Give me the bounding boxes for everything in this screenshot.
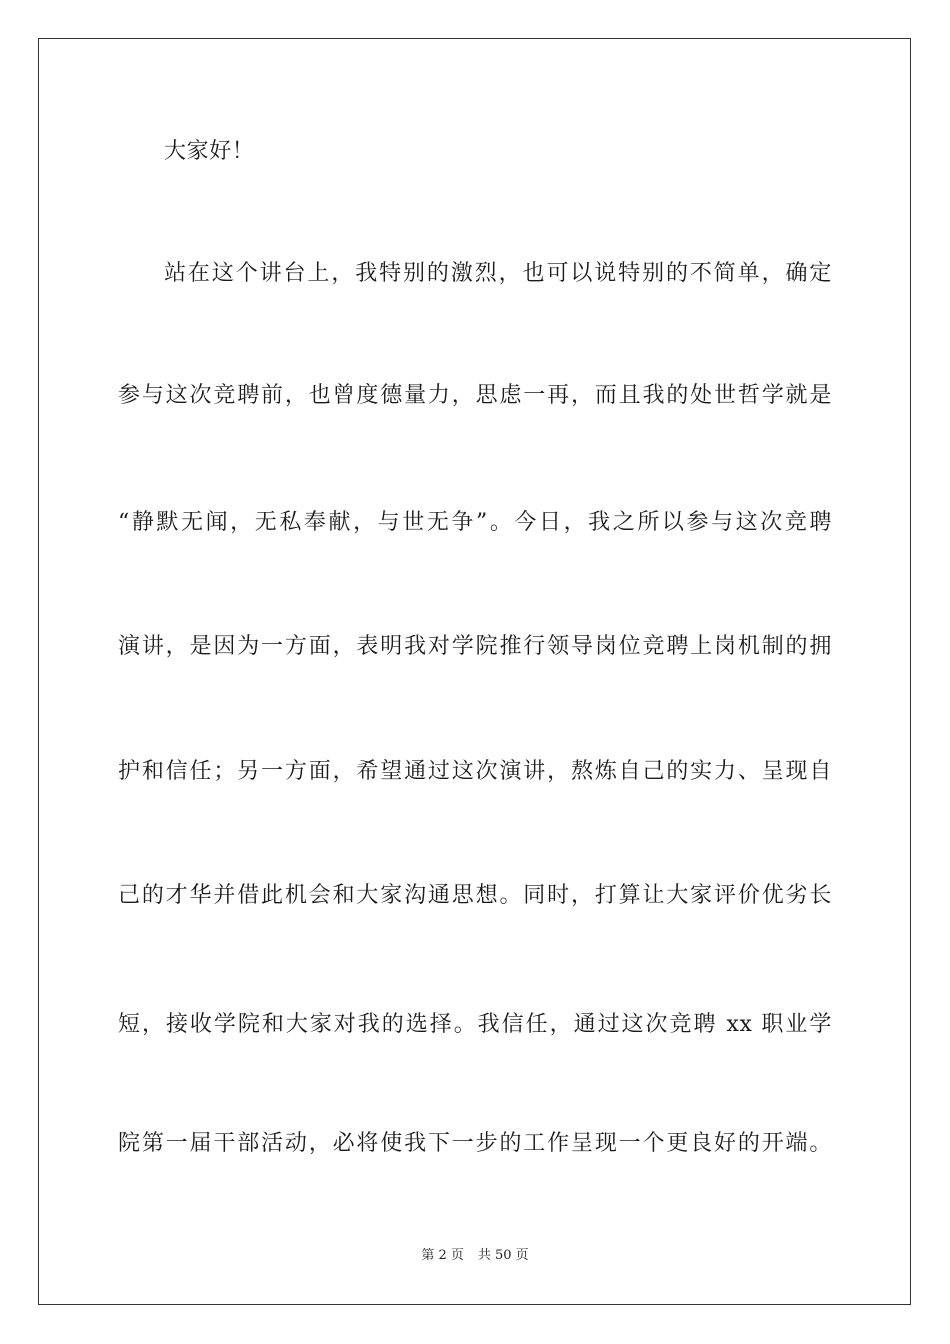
body-line-3: “静默无闻，无私奉献，与世无争”。今日，我之所以参与这次竞聘 <box>118 510 832 535</box>
body-line-4: 演讲，是因为一方面，表明我对学院推行领导岗位竞聘上岗机制的拥 <box>118 634 832 659</box>
page-frame <box>38 38 911 1305</box>
body-line-2: 参与这次竞聘前，也曾度德量力，思虑一再，而且我的处世哲学就是 <box>118 383 832 408</box>
page-number: 第 2 页 <box>421 1248 464 1263</box>
body-line-6: 己的才华并借此机会和大家沟通思想。同时，打算让大家评价优劣长 <box>118 883 832 908</box>
body-line-7: 短，接收学院和大家对我的选择。我信任，通过这次竞聘 xx 职业学 <box>118 1012 832 1037</box>
greeting-line: 大家好！ <box>164 139 255 164</box>
page-footer <box>0 1247 950 1265</box>
body-line-1: 站在这个讲台上，我特别的激烈，也可以说特别的不简单，确定 <box>164 261 832 286</box>
body-line-5: 护和信任；另一方面，希望通过这次演讲，熬炼自己的实力、呈现自 <box>118 759 832 784</box>
page-total: 共 50 页 <box>477 1248 529 1263</box>
body-line-8: 院第一届干部活动，必将使我下一步的工作呈现一个更良好的开端。 <box>118 1131 832 1156</box>
